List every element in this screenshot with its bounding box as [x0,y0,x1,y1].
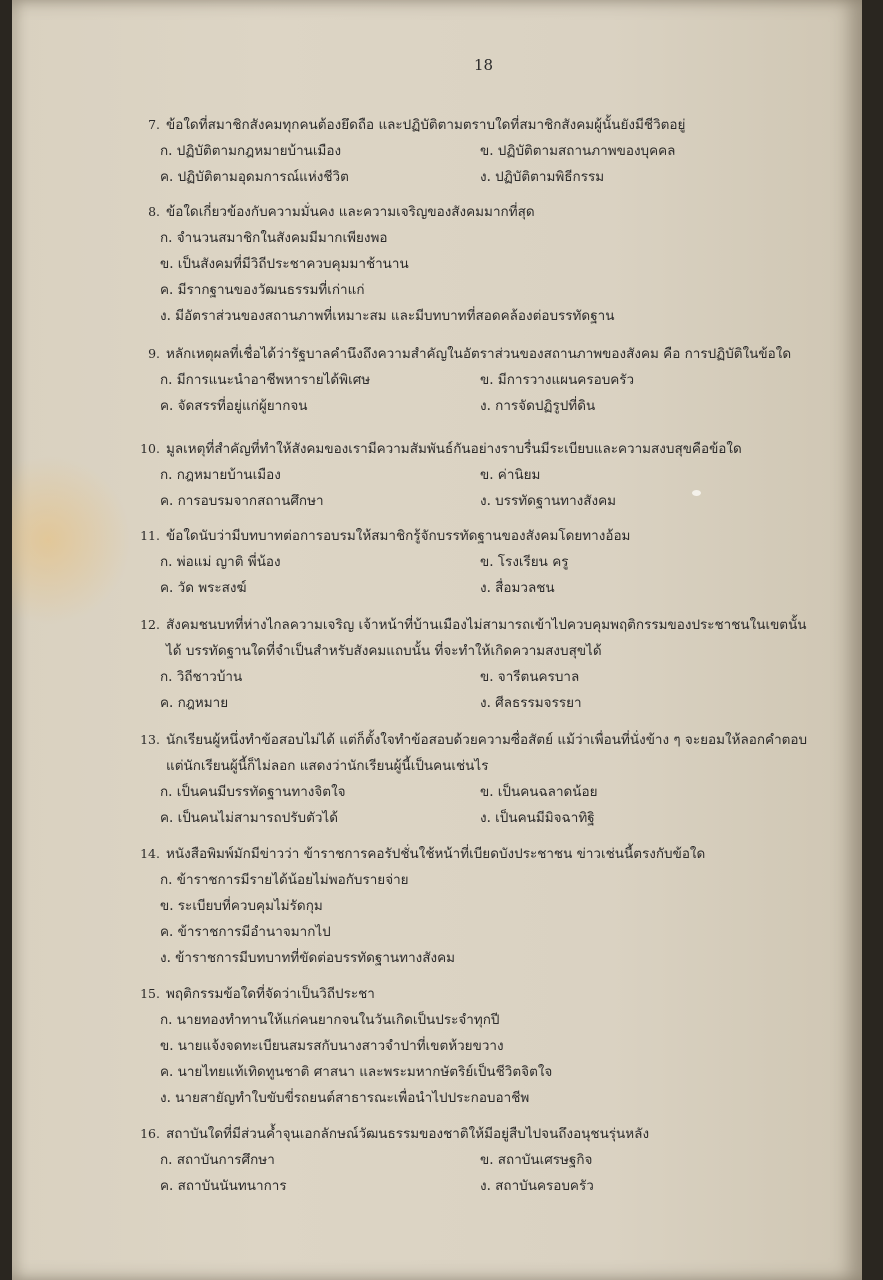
option-b: ข. ปฏิบัติตามสถานภาพของบุคคล [480,143,676,159]
question-11 [140,523,820,601]
question-text: มูลเหตุที่สำคัญที่ทำให้สังคมของเรามีความสัมพันธ์กันอย่างราบรื่นมีระเบียบและความสงบสุขคือข้อใด [166,441,742,457]
option-b: ข. สถาบันเศรษฐกิจ [480,1152,593,1168]
option-d: ง. เป็นคนมีมิจฉาทิฐิ [480,810,595,826]
question-15 [140,981,820,1111]
option-a: ก. ปฏิบัติตามกฎหมายบ้านเมือง [160,143,342,159]
question-number: 8. [148,204,160,219]
page-number: 18 [474,56,494,74]
option-a: ก. วิถีชาวบ้าน [160,669,243,685]
option-c: ค. กฎหมาย [160,695,229,711]
option-a: ก. สถาบันการศึกษา [160,1152,275,1168]
question-text: พฤติกรรมข้อใดที่จัดว่าเป็นวิถีประชา [166,986,375,1002]
question-12 [140,612,820,716]
option-d: ง. ศีลธรรมจรรยา [480,695,582,711]
option-d: ง. การจัดปฏิรูปที่ดิน [480,398,596,414]
option-d: ง. สถาบันครอบครัว [480,1178,594,1194]
option-d: ง. บรรทัดฐานทางสังคม [480,493,617,509]
option-a: ก. พ่อแม่ ญาติ พี่น้อง [160,554,281,570]
option-a: ก. จำนวนสมาชิกในสังคมมีมากเพียงพอ [160,230,388,246]
question-number: 12. [140,617,160,632]
paper-stain [12,455,132,625]
option-c: ค. นายไทยแท้เทิดทูนชาติ ศาสนา และพระมหากษัตริย์เป็นชีวิตจิตใจ [160,1064,553,1080]
option-c: ค. วัด พระสงฆ์ [160,580,247,596]
option-c: ค. ข้าราชการมีอำนาจมากไป [160,924,331,940]
question-text: สถาบันใดที่มีส่วนค้ำจุนเอกลักษณ์วัฒนธรรมของชาติให้มีอยู่สืบไปจนถึงอนุชนรุ่นหลัง [166,1126,650,1142]
option-a: ก. มีการแนะนำอาชีพหารายได้พิเศษ [160,372,371,388]
option-d: ง. นายสายัญทำใบขับขี่รถยนต์สาธารณะเพื่อนำไปประกอบอาชีพ [160,1090,530,1106]
question-number: 15. [140,986,160,1001]
question-13 [140,727,820,831]
option-c: ค. สถาบันนันทนาการ [160,1178,287,1194]
option-d: ง. มีอัตราส่วนของสถานภาพที่เหมาะสม และมีบทบาทที่สอดคล้องต่อบรรทัดฐาน [160,308,615,324]
question-text: หลักเหตุผลที่เชื่อได้ว่ารัฐบาลคำนึงถึงความสำคัญในอัตราส่วนของสถานภาพของสังคม คือ การปฏิบัติในข้อใด [166,346,792,362]
question-number: 9. [148,346,160,361]
option-a: ก. กฎหมายบ้านเมือง [160,467,281,483]
option-c: ค. การอบรมจากสถานศึกษา [160,493,324,509]
option-c: ค. เป็นคนไม่สามารถปรับตัวได้ [160,810,338,826]
option-b: ข. เป็นคนฉลาดน้อย [480,784,598,800]
question-7 [140,112,820,190]
question-number: 16. [140,1126,160,1141]
option-d: ง. ปฏิบัติตามพิธีกรรม [480,169,605,185]
option-c: ค. จัดสรรที่อยู่แก่ผู้ยากจน [160,398,308,414]
question-number: 7. [148,117,160,132]
exam-page [12,0,862,1280]
question-9 [140,341,820,419]
question-14 [140,841,820,971]
question-text: ข้อใดเกี่ยวข้องกับความมั่นคง และความเจริญของสังคมมากที่สุด [166,204,535,220]
option-b: ข. จารีตนครบาล [480,669,580,685]
option-b: ข. เป็นสังคมที่มีวิถีประชาควบคุมมาช้านาน [160,256,409,272]
question-number: 13. [140,732,160,747]
question-8 [140,199,820,329]
option-a: ก. ข้าราชการมีรายได้น้อยไม่พอกับรายจ่าย [160,872,409,888]
question-text: ข้อใดที่สมาชิกสังคมทุกคนต้องยึดถือ และปฏิบัติตามตราบใดที่สมาชิกสังคมผู้นั้นยังมีชีวิตอยู่ [166,117,686,133]
question-text: ข้อใดนับว่ามีบทบาทต่อการอบรมให้สมาชิกรู้จักบรรทัดฐานของสังคมโดยทางอ้อม [166,528,631,544]
option-c: ค. ปฏิบัติตามอุดมการณ์แห่งชีวิต [160,169,349,185]
option-d: ง. สื่อมวลชน [480,580,555,596]
question-text: หนังสือพิมพ์มักมีข่าวว่า ข้าราชการคอรัปชั่นใช้หน้าที่เบียดบังประชาชน ข่าวเช่นนี้ตรงกับข้อใด [166,846,706,862]
question-text: นักเรียนผู้หนึ่งทำข้อสอบไม่ได้ แต่ก็ตั้งใจทำข้อสอบด้วยความซื่อสัตย์ แม้ว่าเพื่อนที่นั่งข้าง ๆ จะยอมให้ลอกคำตอบ แต่นักเรียนผู้นี้ก็ไม่ลอก แสดงว่านักเรียนผู้นี้เป็นคนเช่นไร [166,732,808,774]
question-number: 11. [140,528,160,543]
option-d: ง. ข้าราชการมีบทบาทที่ขัดต่อบรรทัดฐานทางสังคม [160,950,455,966]
option-b: ข. ค่านิยม [480,467,541,483]
question-text: สังคมชนบทที่ห่างไกลความเจริญ เจ้าหน้าที่บ้านเมืองไม่สามารถเข้าไปควบคุมพฤติกรรมของประชาชนในเขตนั้นได้ บรรทัดฐานใดที่จำเป็นสำหรับสังคมแถบนั้น ที่จะทำให้เกิดความสงบสุขได้ [166,617,807,659]
option-b: ข. ระเบียบที่ควบคุมไม่รัดกุม [160,898,323,914]
question-number: 14. [140,846,160,861]
option-b: ข. โรงเรียน ครู [480,554,569,570]
question-10 [140,436,820,514]
option-b: ข. นายแจ้งจดทะเบียนสมรสกับนางสาวจำปาที่เขตห้วยขวาง [160,1038,504,1054]
option-b: ข. มีการวางแผนครอบครัว [480,372,635,388]
question-number: 10. [140,441,160,456]
option-a: ก. เป็นคนมีบรรทัดฐานทางจิตใจ [160,784,346,800]
option-a: ก. นายทองทำทานให้แก่คนยากจนในวันเกิดเป็นประจำทุกปี [160,1012,500,1028]
question-16 [140,1121,820,1199]
option-c: ค. มีรากฐานของวัฒนธรรมที่เก่าแก่ [160,282,365,298]
